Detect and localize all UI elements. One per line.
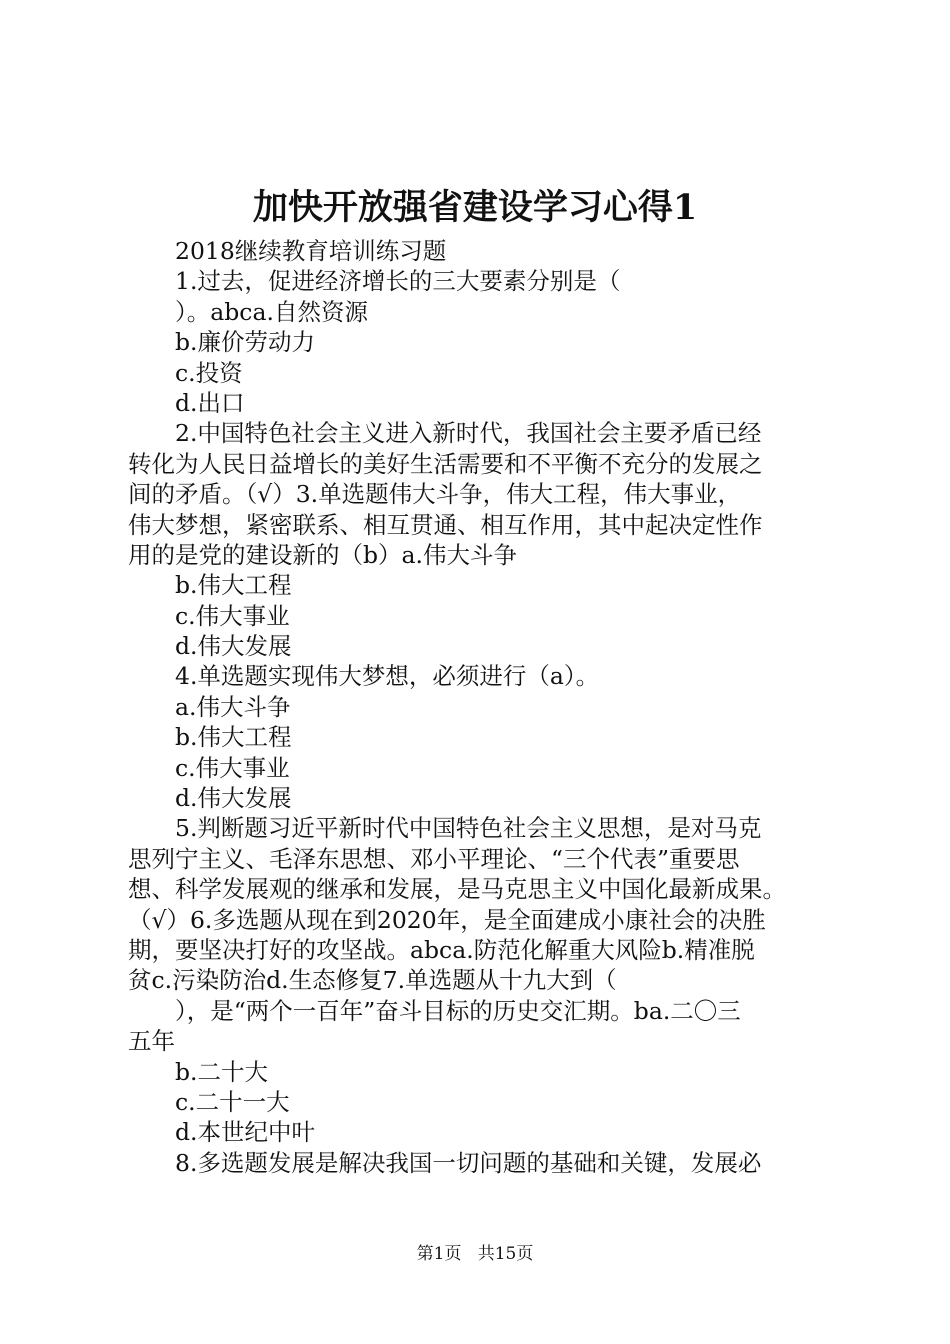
text-line: 8.多选题发展是解决我国一切问题的基础和关键，发展必 — [175, 1148, 762, 1177]
text-line: 五年 — [128, 1027, 175, 1056]
text-line: b.伟大工程 — [175, 571, 292, 600]
text-line: d.本世纪中叶 — [175, 1118, 316, 1147]
text-line: d.伟大发展 — [175, 784, 292, 813]
text-line: 间的矛盾。（√）3.单选题伟大斗争，伟大工程，伟大事业， — [128, 480, 742, 509]
text-line: 贫c.污染防治d.生态修复7.单选题从十九大到（ — [128, 966, 617, 995]
text-line: 期，要坚决打好的攻坚战。abca.防范化解重大风险b.精准脱 — [128, 935, 755, 964]
text-line: 1.过去，促进经济增长的三大要素分别是（ — [175, 267, 621, 296]
text-line: d.伟大发展 — [175, 632, 292, 661]
page-footer — [0, 1243, 950, 1265]
text-line: 用的是党的建设新的（b）a.伟大斗争 — [128, 540, 518, 569]
text-line: 5.判断题习近平新时代中国特色社会主义思想，是对马克 — [175, 814, 762, 843]
text-line: c.伟大事业 — [175, 601, 290, 630]
document-title: 加快开放强省建设学习心得1 — [252, 187, 698, 228]
text-line: c.伟大事业 — [175, 753, 290, 782]
text-line: b.廉价劳动力 — [175, 328, 316, 357]
text-line: ）。abca.自然资源 — [175, 297, 368, 326]
text-line: ），是“两个一百年”奋斗目标的历史交汇期。ba.二〇三 — [175, 996, 741, 1025]
footer-spacer — [467, 1244, 472, 1264]
document-body — [128, 236, 838, 1178]
text-line: （√）6.多选题从现在到2020年，是全面建成小康社会的决胜 — [128, 905, 766, 934]
text-line: c.二十一大 — [175, 1087, 290, 1116]
text-line: 伟大梦想，紧密联系、相互贯通、相互作用，其中起决定性作 — [128, 510, 763, 539]
text-line: d.出口 — [175, 388, 245, 417]
text-line: c.投资 — [175, 358, 243, 387]
text-line: b.伟大工程 — [175, 723, 292, 752]
text-line: 想、科学发展观的继承和发展，是马克思主义中国化最新成果。 — [128, 875, 786, 904]
page-total: 共15页 — [477, 1244, 534, 1264]
text-line: b.二十大 — [175, 1057, 269, 1086]
text-line: 转化为人民日益增长的美好生活需要和不平衡不充分的发展之 — [128, 449, 763, 478]
text-line: a.伟大斗争 — [175, 692, 291, 721]
text-line: 2.中国特色社会主义进入新时代，我国社会主要矛盾已经 — [175, 419, 762, 448]
text-line: 2018继续教育培训练习题 — [175, 237, 447, 265]
page-number: 第1页 — [416, 1244, 462, 1264]
text-line: 4.单选题实现伟大梦想，必须进行（a）。 — [175, 662, 600, 691]
text-line: 思列宁主义、毛泽东思想、邓小平理论、“三个代表”重要思 — [128, 844, 740, 873]
